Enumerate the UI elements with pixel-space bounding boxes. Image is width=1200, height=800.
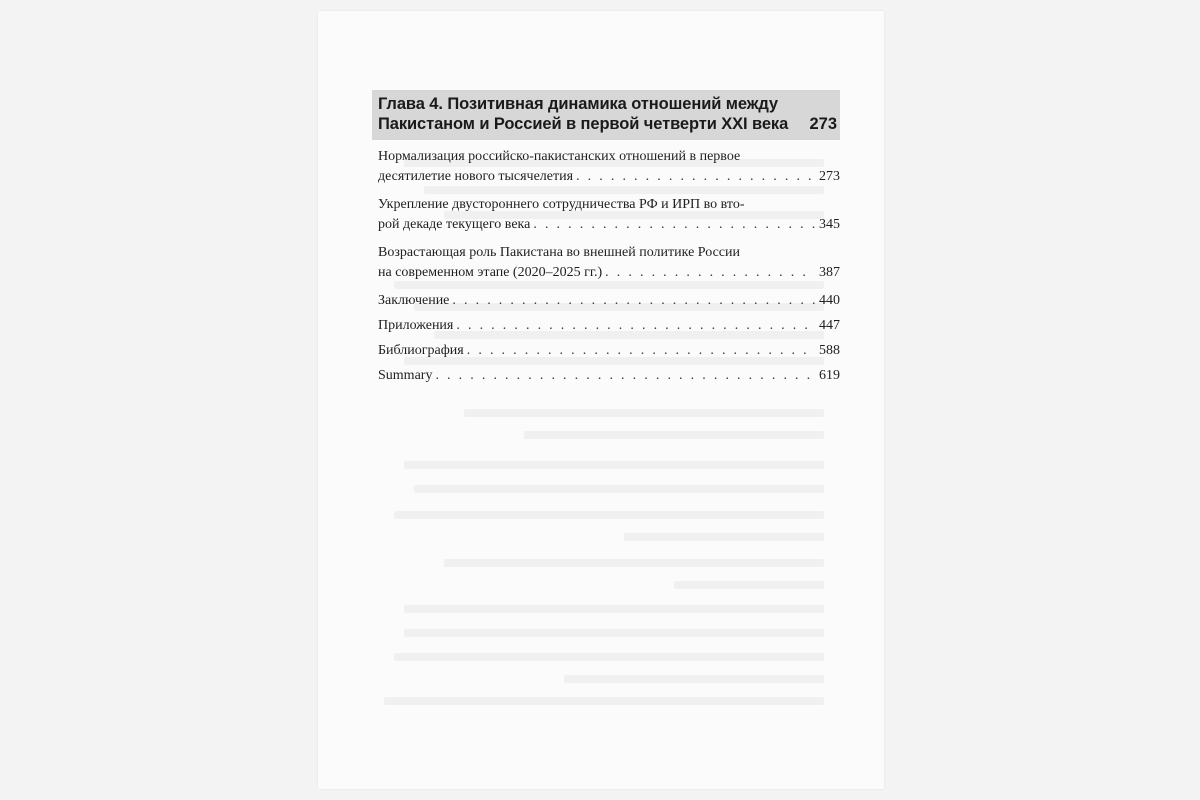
toc-entry-title-line: Возрастающая роль Пакистана во внешней политике России xyxy=(378,245,740,260)
toc-entry xyxy=(378,341,840,361)
dot-leader xyxy=(456,316,815,336)
toc-entry xyxy=(378,366,840,386)
toc-entry-title-line: Нормализация российско-пакистанских отношений в первое xyxy=(378,149,741,164)
toc-page-number: 447 xyxy=(819,318,840,333)
toc-entry xyxy=(378,243,840,283)
chapter-title-line-2: Пакистаном и Россией в первой четверти XXI века xyxy=(378,115,789,133)
table-of-contents xyxy=(378,147,840,391)
dot-leader xyxy=(605,263,815,283)
toc-page-number: 440 xyxy=(819,293,840,308)
toc-entry-title-line: рой декаде текущего века xyxy=(378,217,531,232)
toc-entry xyxy=(378,291,840,311)
toc-page-number: 588 xyxy=(819,343,840,358)
dot-leader xyxy=(452,291,815,311)
chapter-title-line-1: Глава 4. Позитивная динамика отношений между xyxy=(378,95,779,113)
toc-entry-title: Заключение xyxy=(378,293,450,308)
toc-entry-title: Приложения xyxy=(378,318,454,333)
toc-page-number: 387 xyxy=(819,265,840,280)
toc-page-number: 345 xyxy=(819,217,840,232)
toc-entry xyxy=(378,195,840,235)
dot-leader xyxy=(467,341,815,361)
toc-entry xyxy=(378,147,840,187)
dot-leader xyxy=(533,215,815,235)
toc-entry-title-line: на современном этапе (2020–2025 гг.) xyxy=(378,265,603,280)
toc-page-number: 273 xyxy=(819,169,840,184)
chapter-title xyxy=(378,94,788,134)
chapter-page-number: 273 xyxy=(809,115,837,133)
toc-entry-title-line: десятилетие нового тысячелетия xyxy=(378,169,574,184)
toc-entry-title: Summary xyxy=(378,368,433,383)
dot-leader xyxy=(576,167,815,187)
toc-entry-title-line: Укрепление двустороннего сотрудничества РФ и ИРП во вто- xyxy=(378,197,745,212)
toc-entry xyxy=(378,316,840,336)
dot-leader xyxy=(435,366,815,386)
toc-entry-title: Библиография xyxy=(378,343,464,358)
chapter-heading xyxy=(372,90,840,140)
toc-page-number: 619 xyxy=(819,368,840,383)
book-page xyxy=(318,11,884,789)
